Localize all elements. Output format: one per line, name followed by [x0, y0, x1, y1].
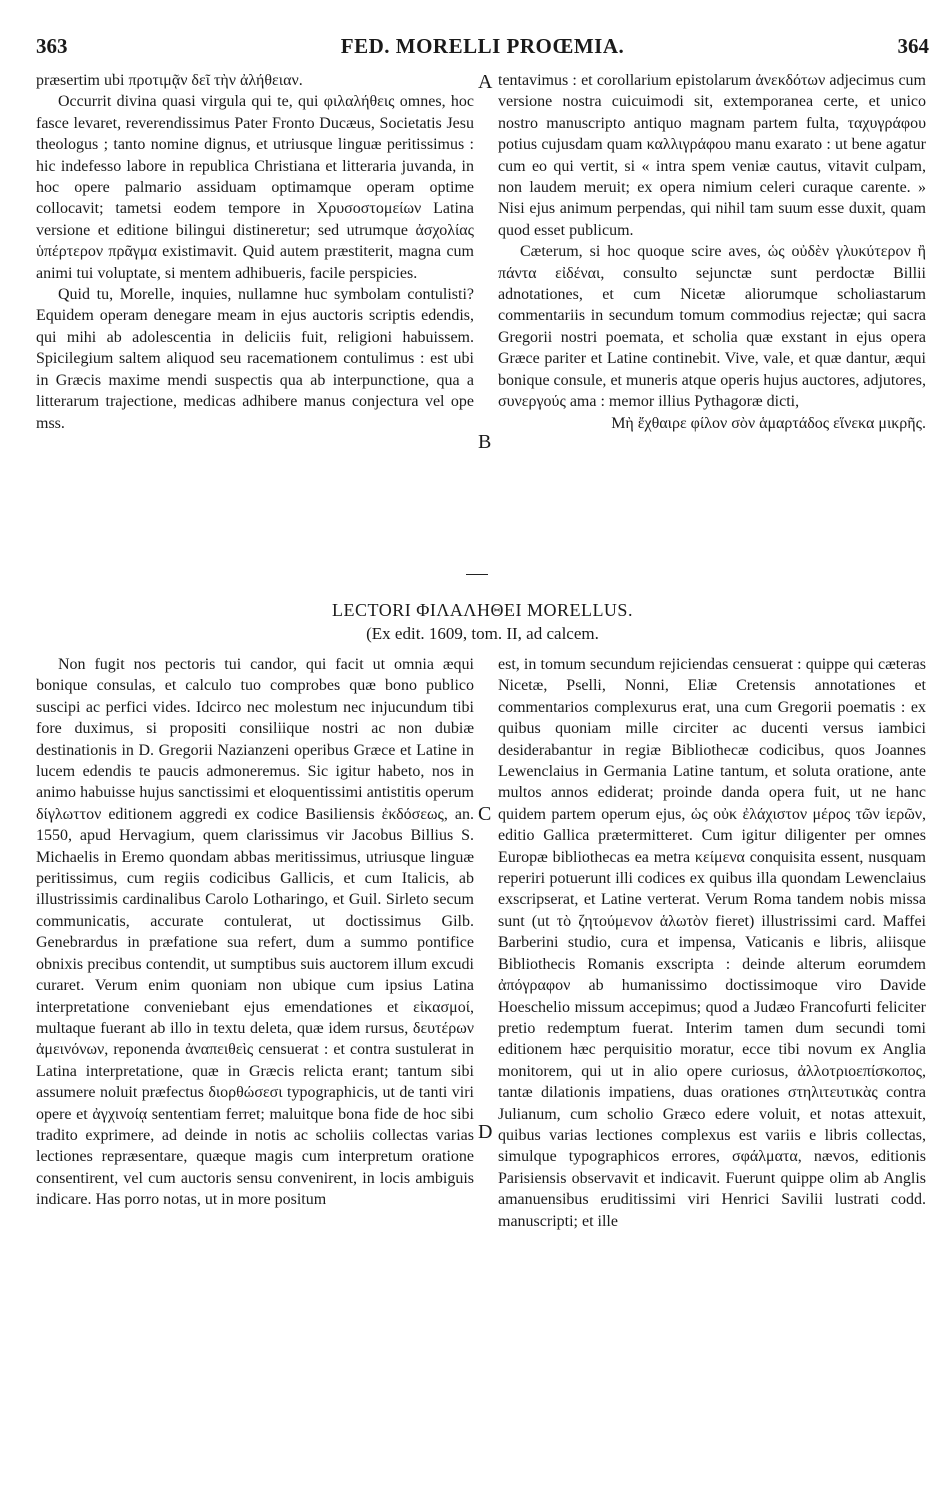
column-top-right — [498, 70, 926, 552]
margin-marker-a: A — [478, 71, 493, 93]
section-title: LECTORI ΦΙΛΑΛΗΘΕΙ MORELLUS. — [332, 600, 633, 620]
paragraph: præsertim ubi προτιμᾷν δεῖ τὴν ἀλήθειαν. — [36, 72, 303, 89]
paragraph: est, in tomum secundum rejiciendas censuerat : quippe qui cæteras Nicetæ, Pselli, Nonni, Eliæ Cretensis annotationes et commentarios complexurus erat, una cum Gregorii poematis : ex quibus quoniam mille circiter ac ducenti versus iambici desiderabantur in regiæ Bibliothecæ codicibus, quos Joannes Lewenclaius in Germania Latine tantum, et soluta oratione, ante multos annos ediderat; proinde danda opera fuit, ut ne hanc quidem partem operum ejus, ὡς οὐκ ἐλάχιστον μέρος τῶν ἱερῶν, editio Gallica prætermitteret. Cum igitur diligenter per omnes Europæ bibliothecas ea metra κείμενα conquisita essent, nusquam reperiri potuerunt illi codices ex quibus illa quondam Lewenclaius exscripserat, et Latine verterat. Verum Roma tandem nobis missa sunt (ut τὸ ζητούμενον ἁλωτὸν fieret) illustrissimi card. Maffei Barberini studio, cura et impensa, Vaticanis e libris, aliisque Bibliothecis Romanis exscripta : deinde alterum eorumdem ἀπόγραφον ab humanissimo doctissimoque viro Davide Hoeschelio missum accepimus; quod a Judæo Francofurti feliciter pretio redemptum fuerat. Interim tamen dum secundi tomi editionem hæc perquisitio moratur, ecce tibi novum ex Anglia monitorem, qui ut in alio opere curiosus, ἀλλοτριοεπίσκοπος, tantæ dilationis impatiens, duas orationes στηλιτευτικὰς contra Julianum, cum scholio Græco edere voluit, et notas attexuit, quibus varias lectiones complexus est variis e libris collectas, simulque typographicos errores, σφάλματα, nævos, editionis Parisiensis observavit et indicavit. Fuerunt quippe olim ab Anglis amanuensibus eruditissimi viri Henrici Savilii lustrati codd. manuscripti; et ille — [498, 656, 926, 1230]
section-subtitle: (Ex edit. 1609, tom. II, ad calcem. — [366, 624, 599, 643]
margin-marker-d: D — [478, 1121, 493, 1143]
page-number-right: 364 — [897, 34, 929, 58]
verse-line: Μὴ ἔχθαιρε φίλον σὸν ἁμαρτάδος εἵνεκα μικρῆς. — [611, 414, 926, 432]
column-bottom-right — [498, 654, 926, 1470]
paragraph: Occurrit divina quasi virgula qui te, qui φιλαλήθεις omnes, hoc fasce levaret, reverendissimus Pater Fronto Ducæus, Societatis Jesu theologus ; tanto nomine dignus, et utriusque linguæ peritissimus : hic indefesso labore in republica Christiana et litteraria juvanda, in hoc opere palmario assiduam optimamque operam optime collocavit; tametsi eodem tempore in Χρυσοστομείων Latina versione et editione bilingui distineretur; sed utrumque ἀσχολίας ὑπέρτερον πρᾶγμα existimavit. Quid autem præstiterit, magna cum animi tui voluptate, si mentem adhibueris, facile perspicies. — [36, 93, 474, 282]
margin-marker-b: B — [478, 431, 492, 453]
running-title: FED. MORELLI PROŒMIA. — [340, 34, 625, 58]
column-top-left — [36, 70, 474, 552]
page-number-left: 363 — [36, 34, 68, 58]
paragraph: Quid tu, Morelle, inquies, nullamne huc symbolam contulisti? Equidem operam denegare meam in ejus auctoris scriptis edendis, qui mihi ab adolescentia in deliciis fuit, religioni habuissem. Spicilegium saltem aliquod seu racemationem contulimus : est ubi in Græcis maxime mendi suspectis qua ab interpunctione, qua a litterarum trajectione, medicas adhibere manus conjectura vel ope mss. — [36, 286, 474, 432]
column-bottom-left — [36, 654, 474, 1470]
section-divider — [466, 574, 488, 575]
paragraph: Cæterum, si hoc quoque scire aves, ὡς οὐδὲν γλυκύτερον ἢ πάντα εἰδέναι, consulto sejunctæ sunt perdoctæ Billii adnotationes, et cum Nicetæ aliorumque scholiastarum commentariis in secundum tomum commodius rejectæ; qui sacra Gregorii nostri poemata, et scholia quæ exstant in ejus opera Græce pariter et Latine continebit. Vive, vale, et quæ dantur, æqui bonique consule, et muneris atque operis hujus auctores, adjutores, συνεργούς ama : memor illius Pythagoræ dicti, — [498, 243, 926, 411]
paragraph: Non fugit nos pectoris tui candor, qui facit ut omnia æqui bonique consulas, et calculo tuo comprobes quæ bono publico suscipi ac perfici vides. Idcirco nec molestum nec injucundum tibi fore duximus, si propositi consiliique nostri ac non dubiæ destinationis in D. Gregorii Nazianzeni operibus Græce et Latine in lucem edendis te paucis admoneremus. Sic igitur habeto, nos in animo habuisse hujus sanctissimi et eloquentissimi antistitis operum δίγλωττον editionem aggredi ex codice Basiliensis ἐκδόσεως, an. 1550, apud Hervagium, quem clarissimus vir Jacobus Billius S. Michaelis in Eremo quondam abbas meritissimus, utriusque linguæ peritissimus, cum regiis codicibus Gallicis, et cum Italicis, ab illustrissimis cardinalibus Carolo Lotharingo, et Guil. Sirleto secum communicatis, accurate contulerat, ut doctissimus Gilb. Genebrardus in præfatione sua refert, dum a summo pontifice obnixis precibus contendit, ut sumptibus suis auctorem illum excudi curaret. Verum enim quoniam non ubique cum ipsius Latina interpretatione conveniebant ejus emendationes et εἰκασμοί, multaque fuerant ab illo in textu deleta, quæ idem rursus, δευτέρων ἀμεινόνων, reponenda ἀναπειθεὶς censuerat : et contra sustulerat in Latina interpretatione, quæ in Græcis relicta erant; tantum sibi assumere noluit præfectus διορθώσεσι typographicis, ut de tanti viri opere et ἀγχινοίᾳ sententiam ferret; maluitque bona fide de hoc sibi tradito exprimere, ad deinde in notis ac scholiis collectas varias lectiones repræsentare, quæque magis cum interpretum oratione consentirent, vel cum auctoris sensu convenirent, in locis ambiguis indicare. Has porro notas, ut in more positum — [36, 656, 474, 1209]
paragraph: tentavimus : et corollarium epistolarum ἀνεκδότων adjecimus cum versione nostra cuicuimodi sit, extemporanea certe, et unico nostro manuscripto antiquo magnam partem fulta, ταχυγράφου potius cujusdam quam καλλιγράφου manu exarato : ut bene agatur cum eo qui vertit, si « intra spem veniæ cautus, vitavit culpam, non laudem meruit; ex opera nimium celeri curaque carente. » Nisi ejus animum perpendas, qui nihil tam suum esse duxit, quam quod esset publicum. — [498, 72, 926, 239]
margin-marker-c: C — [478, 803, 492, 825]
page-header — [36, 28, 929, 64]
